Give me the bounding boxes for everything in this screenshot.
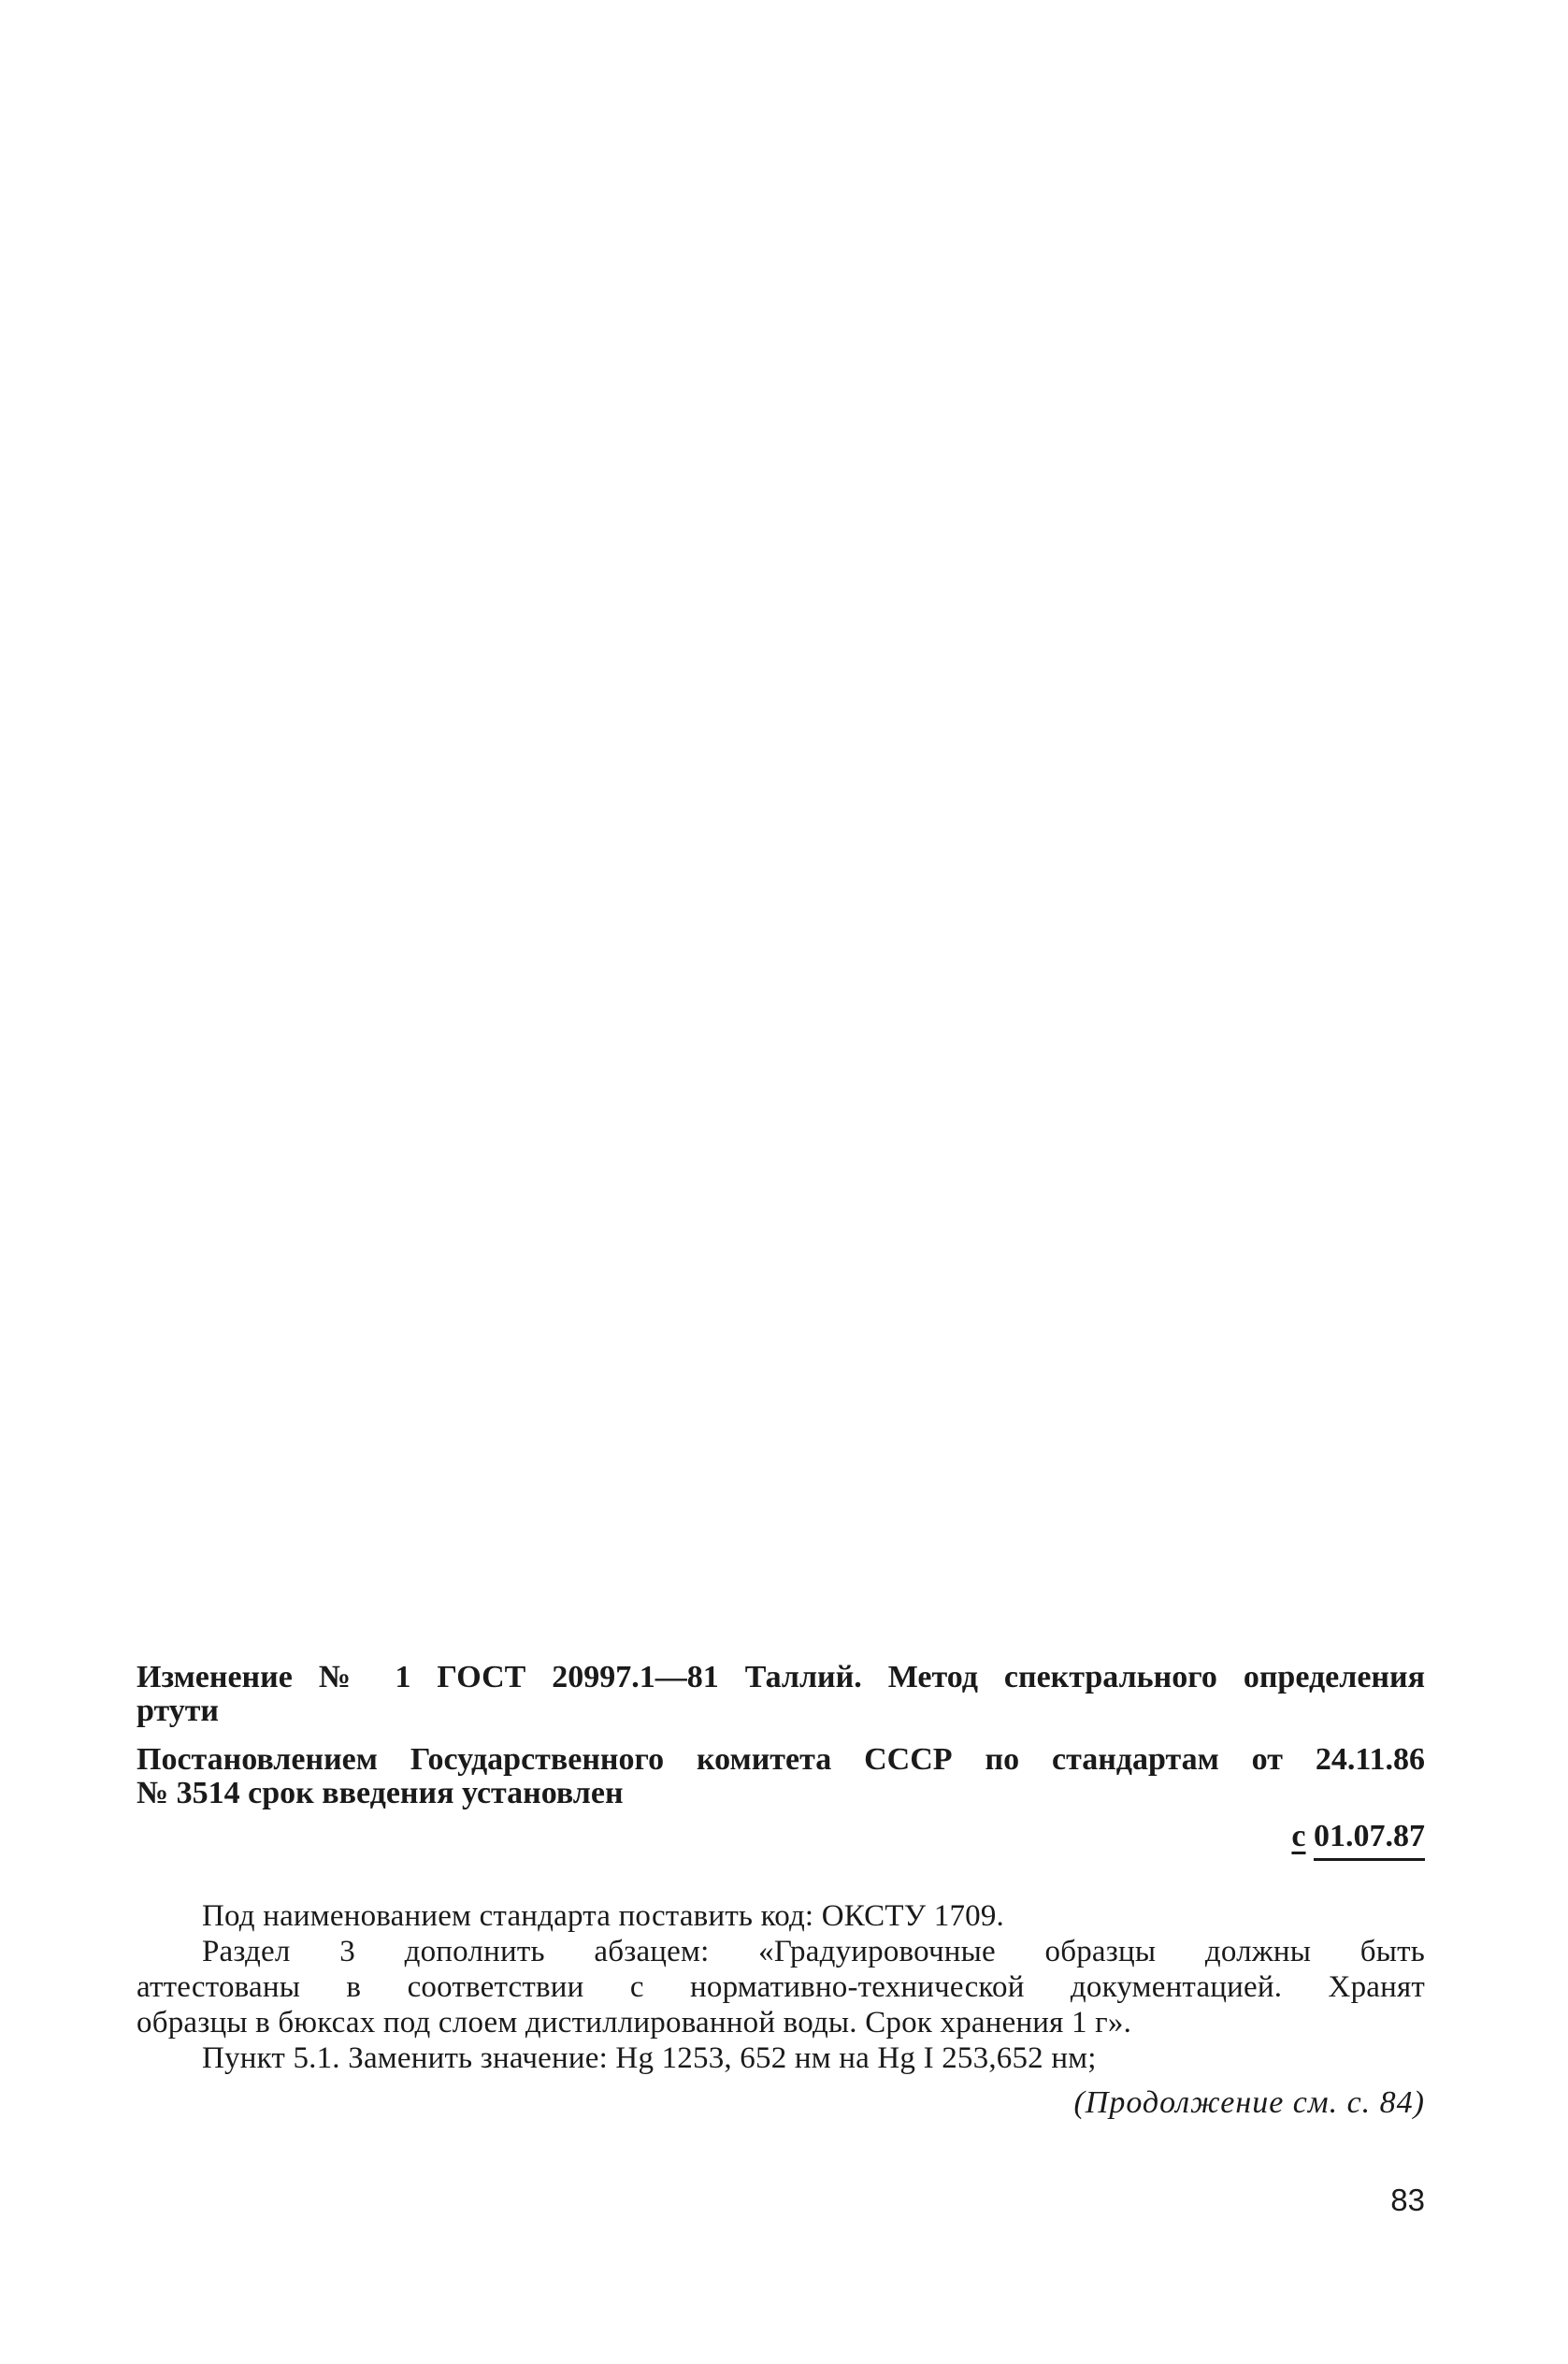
- continuation-note: (Продолжение см. с. 84): [1073, 2085, 1425, 2120]
- amendment-title-line-2: ртути: [137, 1694, 220, 1728]
- page-number: 83: [1390, 2183, 1425, 2217]
- decree-line-1: Постановлением Государственного комитета СССР по стандартам от 24.11.86: [137, 1742, 1425, 1777]
- paragraph-section3-line-1: Раздел 3 дополнить абзацем: «Градуировочные образцы должны быть: [202, 1935, 1425, 1968]
- paragraph-section3-line-2: аттестованы в соответствии с нормативно-технической документацией. Хранят: [137, 1970, 1425, 2004]
- decree-line-2: № 3514 срок введения установлен: [137, 1776, 624, 1810]
- paragraph-okstu-code: Под наименованием стандарта поставить код: ОКСТУ 1709.: [202, 1899, 1005, 1933]
- effective-date: [1291, 1819, 1425, 1861]
- amendment-title-line-1: Изменение № 1 ГОСТ 20997.1—81 Таллий. Метод спектрального определения: [137, 1660, 1425, 1694]
- paragraph-clause-5-1: Пункт 5.1. Заменить значение: Hg 1253, 652 нм на Hg I 253,652 нм;: [202, 2041, 1097, 2075]
- amendment-title: [137, 1661, 1425, 1728]
- paragraph-section3-line-3: образцы в бюксах под слоем дистиллированной воды. Срок хранения 1 г».: [137, 2006, 1132, 2040]
- effective-date-value: 01.07.87: [1314, 1819, 1425, 1861]
- effective-date-prefix: с: [1291, 1819, 1306, 1853]
- decree-statement: [137, 1743, 1425, 1810]
- amendment-body: [137, 1898, 1425, 2076]
